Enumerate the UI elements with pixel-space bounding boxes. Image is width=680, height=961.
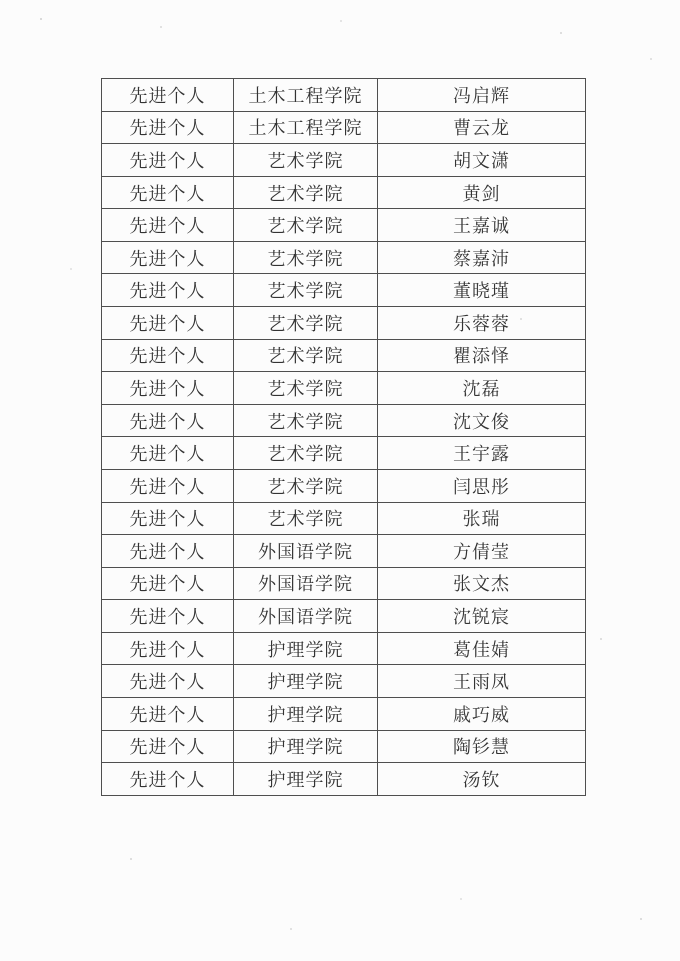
cell-college: 艺术学院 [234,176,378,209]
cell-name: 陶钐慧 [378,730,586,763]
table-row [102,79,586,112]
cell-award: 先进个人 [102,502,234,535]
table-row [102,600,586,633]
cell-name: 胡文潇 [378,144,586,177]
cell-college: 护理学院 [234,665,378,698]
cell-award: 先进个人 [102,567,234,600]
cell-name: 瞿添怿 [378,339,586,372]
cell-award: 先进个人 [102,176,234,209]
cell-college: 土木工程学院 [234,111,378,144]
cell-award: 先进个人 [102,79,234,112]
cell-award: 先进个人 [102,274,234,307]
cell-award: 先进个人 [102,307,234,340]
cell-name: 汤钦 [378,763,586,796]
cell-award: 先进个人 [102,665,234,698]
table-row [102,502,586,535]
cell-award: 先进个人 [102,437,234,470]
table-row [102,372,586,405]
table-row [102,176,586,209]
cell-college: 艺术学院 [234,502,378,535]
cell-name: 沈磊 [378,372,586,405]
table-row [102,274,586,307]
cell-college: 护理学院 [234,763,378,796]
cell-name: 董晓瑾 [378,274,586,307]
cell-college: 外国语学院 [234,600,378,633]
cell-college: 护理学院 [234,697,378,730]
table-row [102,567,586,600]
table-row [102,730,586,763]
cell-name: 沈文俊 [378,404,586,437]
cell-name: 蔡嘉沛 [378,241,586,274]
cell-college: 艺术学院 [234,469,378,502]
cell-college: 护理学院 [234,632,378,665]
scan-noise [40,18,42,20]
cell-college: 护理学院 [234,730,378,763]
cell-award: 先进个人 [102,404,234,437]
table-row [102,339,586,372]
cell-award: 先进个人 [102,632,234,665]
table-row [102,307,586,340]
table-row [102,404,586,437]
cell-college: 外国语学院 [234,567,378,600]
cell-award: 先进个人 [102,372,234,405]
cell-college: 艺术学院 [234,404,378,437]
cell-award: 先进个人 [102,697,234,730]
cell-college: 艺术学院 [234,372,378,405]
cell-name: 张文杰 [378,567,586,600]
cell-award: 先进个人 [102,339,234,372]
cell-award: 先进个人 [102,111,234,144]
table-row [102,209,586,242]
cell-college: 艺术学院 [234,274,378,307]
table-row [102,535,586,568]
cell-college: 艺术学院 [234,307,378,340]
cell-name: 葛佳婧 [378,632,586,665]
cell-award: 先进个人 [102,209,234,242]
cell-award: 先进个人 [102,763,234,796]
table-row [102,111,586,144]
cell-name: 方倩莹 [378,535,586,568]
table-row [102,697,586,730]
cell-name: 戚巧威 [378,697,586,730]
cell-name: 曹云龙 [378,111,586,144]
cell-college: 艺术学院 [234,339,378,372]
cell-award: 先进个人 [102,535,234,568]
table-row [102,632,586,665]
cell-name: 闫思彤 [378,469,586,502]
cell-name: 黄剑 [378,176,586,209]
cell-college: 艺术学院 [234,241,378,274]
cell-award: 先进个人 [102,144,234,177]
cell-name: 冯启辉 [378,79,586,112]
table-row [102,665,586,698]
cell-name: 王雨凤 [378,665,586,698]
table-row [102,144,586,177]
table-row [102,469,586,502]
table-row [102,437,586,470]
cell-college: 艺术学院 [234,437,378,470]
award-table [101,78,586,796]
cell-name: 王宇露 [378,437,586,470]
award-table-body [102,79,586,796]
cell-award: 先进个人 [102,469,234,502]
cell-name: 沈锐宸 [378,600,586,633]
cell-award: 先进个人 [102,600,234,633]
cell-name: 王嘉诚 [378,209,586,242]
cell-college: 土木工程学院 [234,79,378,112]
cell-name: 乐蓉蓉 [378,307,586,340]
cell-college: 艺术学院 [234,144,378,177]
cell-name: 张瑞 [378,502,586,535]
table-row [102,241,586,274]
cell-college: 外国语学院 [234,535,378,568]
table-row [102,763,586,796]
cell-award: 先进个人 [102,730,234,763]
cell-college: 艺术学院 [234,209,378,242]
cell-award: 先进个人 [102,241,234,274]
